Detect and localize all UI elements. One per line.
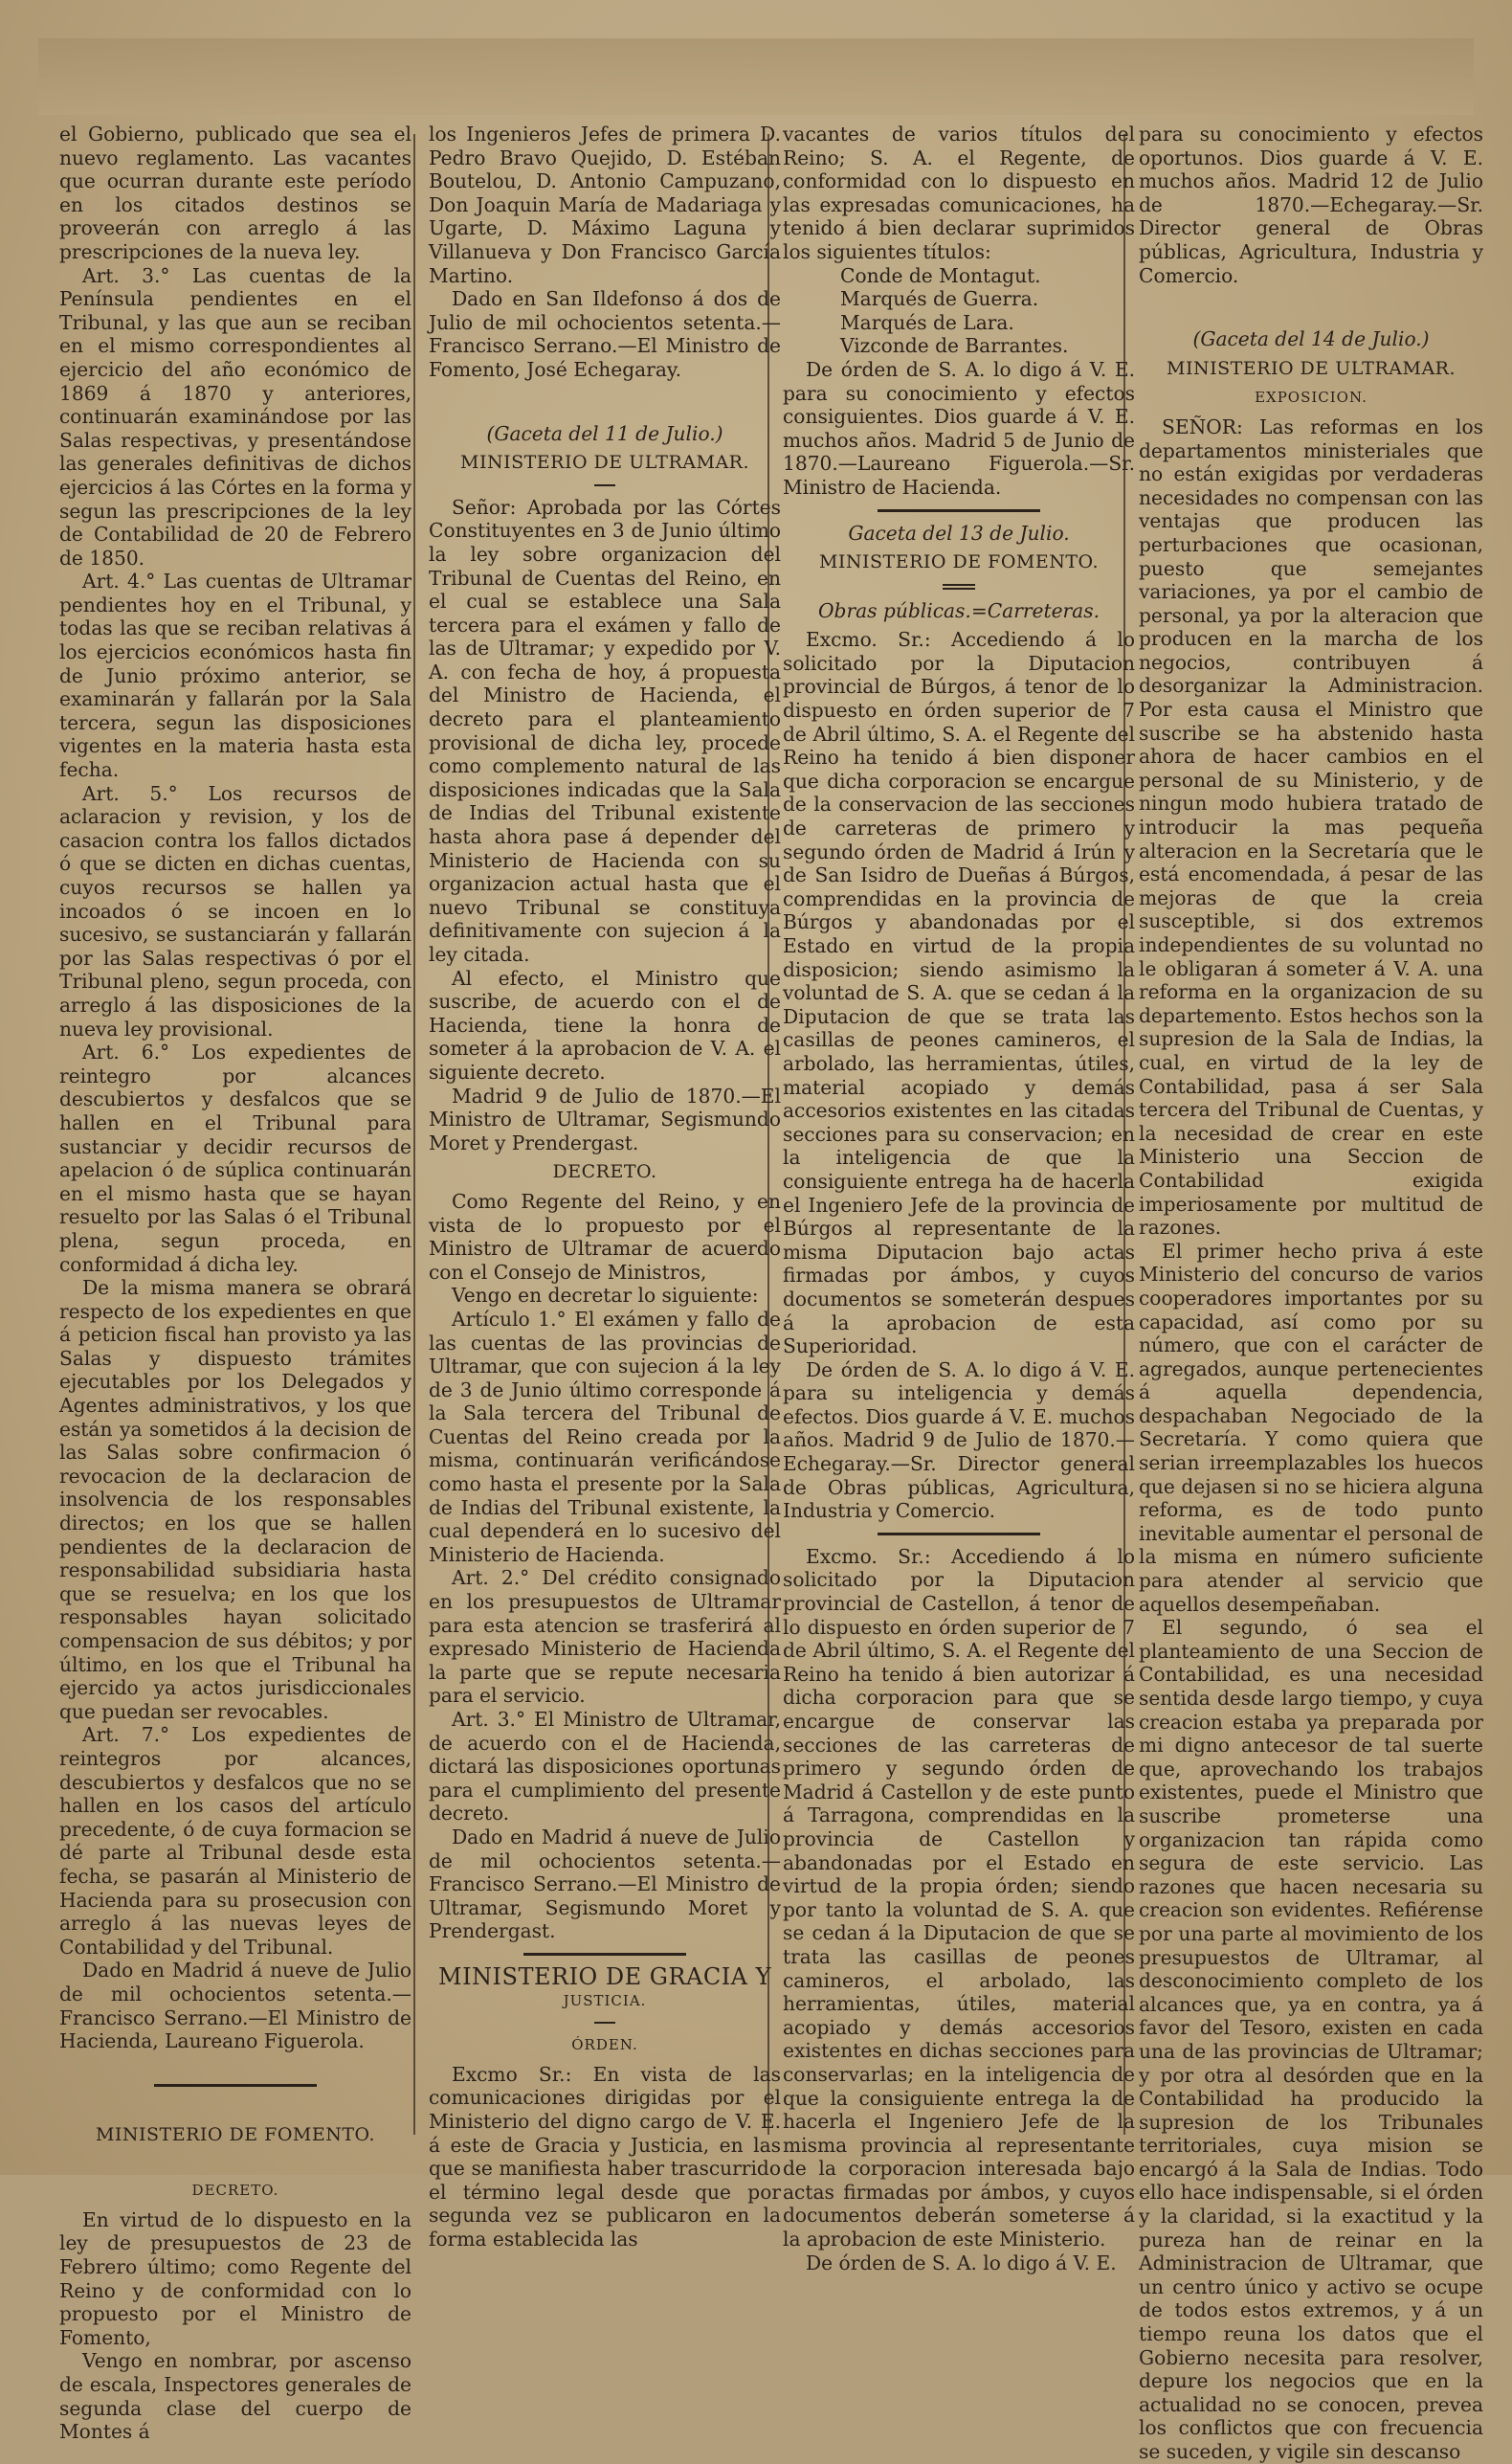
paragraph: Señor: Aprobada por las Córtes Constituyentes en 3 de Junio último la ley sobre organizacion del Tribunal de Cuentas del Reino, en el cual se establece una Sala tercera para el exámen y fallo de las de Ultramar; y expedido por V. A. con fecha de hoy, á propuesta del Ministro de Hacienda, el decreto para el planteamiento provisional de dicha ley, procede como complemento natural de las disposiciones indicadas que la Sala de Indias del Tribunal existente hasta ahora pase á depender del Ministerio de Hacienda con su organizacion actual hasta que el nuevo Tribunal se constituya definitivamente con sujecion á la ley citada. bbox=[429, 495, 781, 966]
paragraph: Art. 5.° Los recursos de aclaracion y revision, y los de casacion contra los fallos dictados ó que se dicten en dichas cuentas, cuyos recursos se hallen ya incoados ó se incoen en lo sucesivo, se sustanciarán y fallarán por las Salas respectivas ó por el Tribunal pleno, segun proceda, con arreglo á las disposiciones de la nueva ley provisional. bbox=[59, 781, 411, 1041]
section-divider bbox=[878, 1533, 1040, 1535]
paragraph: Dado en San Ildefonso á dos de Julio de mil ochocientos setenta.—Francisco Serrano.—El Ministro de Fomento, José Echegaray. bbox=[429, 287, 781, 381]
titles-list bbox=[783, 264, 1135, 358]
paragraph: Vengo en decretar lo siguiente: bbox=[452, 1284, 759, 1308]
section-heading: MINISTERIO DE FOMENTO. bbox=[95, 2123, 376, 2145]
paragraph: vacantes de varios títulos del Reino; S. A. el Regente, de conformidad con lo dispuesto en las expresadas comunicaciones, ha tenido á bien declarar suprimidos los siguientes títulos: bbox=[783, 123, 1135, 263]
paragraph: los Ingenieros Jefes de primera D. Pedro Bravo Quejido, D. Estéban Boutelou, D. Antonio Campuzano, Don Joaquin María de Madariaga y Ugarte, D. Máximo Laguna y Villanueva y Don Francisco García Martino. bbox=[429, 123, 781, 287]
page-top-margin bbox=[38, 38, 1474, 115]
paragraph: Art. 3.° El Ministro de Ultramar, de acuerdo con el de Hacienda, dictará las disposiciones oportunas para el cumplimiento del presente decreto. bbox=[429, 1708, 781, 1826]
subheading: DECRETO. bbox=[191, 2182, 279, 2200]
paragraph: el Gobierno, publicado que sea el nuevo reglamento. Las vacantes que ocurran durante este período en los citados destinos se proveerán con arreglo á las prescripciones de la nueva ley. bbox=[59, 123, 411, 263]
list-item: Marqués de Guerra. bbox=[840, 287, 1039, 311]
paragraph: Artículo 1.° El exámen y fallo de las cuentas de las provincias de Ultramar, que con sujecion á la ley de 3 de Junio último corresponde á la Sala tercera del Tribunal de Cuentas del Reino creada por la misma, continuarán verificándose como hasta el presente por la Sala de Indias del Tribunal existente, la cual dependerá en lo sucesivo del Ministerio de Hacienda. bbox=[429, 1307, 781, 1566]
subheading: DECRETO. bbox=[552, 1161, 657, 1183]
short-divider bbox=[594, 484, 615, 486]
paragraph: Vengo en nombrar, por ascenso de escala, Inspectores generales de segunda clase del cuerpo de Montes á bbox=[59, 2349, 411, 2444]
column-2 bbox=[429, 123, 781, 2251]
paragraph: De órden de S. A. lo digo á V. E. para su conocimiento y efectos consiguientes. Dios guarde á V. E. muchos años. Madrid 5 de Junio de 1870.—Laureano Figuerola.—Sr. Ministro de Hacienda. bbox=[783, 357, 1135, 499]
paragraph: Excmo. Sr.: Accediendo á lo solicitado por la Diputacion provincial de Castellon, á tenor de lo dispuesto en órden superior de 7 de Abril último, S. A. el Regente del Reino ha tenido á bien autorizar á dicha corporacion para que se encargue de conservar las secciones de las carreteras de primero y segundo órden de Madrid á Castellon y de este punto á Tarragona, comprendidas en la provincia de Castellon y abandonadas por el Estado en virtud de la propia órden; siendo por tanto la voluntad de S. A. que se cedan á la Diputacion de que se trata las casillas de peones camineros, el arbolado, las herramientas, útiles, material acopiado y demás accesorios existentes en dichas secciones para conservarlas; en la inteligencia de que la consiguiente entrega la de hacerla el Ingeniero Jefe de la misma provincia al representante de la corporacion interesada bajo actas firmadas por ámbos, y cuyos documentos deberán someterse á la aprobacion de este Ministerio. bbox=[783, 1544, 1135, 2251]
paragraph: Madrid 9 de Julio de 1870.—El Ministro de Ultramar, Segismundo Moret y Prendergast. bbox=[429, 1084, 781, 1154]
paragraph: De órden de S. A. lo digo á V. E. bbox=[806, 2251, 1117, 2274]
paragraph: Al efecto, el Ministro que suscribe, de acuerdo con el de Hacienda, tiene la honra de someter á la aprobacion de V. A. el siguiente decreto. bbox=[429, 966, 781, 1084]
double-divider bbox=[943, 584, 975, 590]
list-item: Conde de Montagut. bbox=[840, 263, 1041, 287]
paragraph: SEÑOR: Las reformas en los departamentos ministeriales que no están exigidas por verdaderas necesidades no compensan con las ventajas que producen las perturbaciones que ocasionan, puesto que semejantes variaciones, ya por el cambio de personal, ya por la alteracion que producen en la marcha de los negocios, contribuyen á desorganizar la Administracion. Por esta causa el Ministro que suscribe se ha abstenido hasta ahora de hacer cambios en el personal de su Ministerio, y de ningun modo hubiera tratado de introducir la mas pequeña alteracion en la Secretaría que le está encomendada, á pesar de las mejoras de que la creia susceptible, si dos extremos independientes de su voluntad no le obligaran á someter á V. A. una reforma en la organizacion de su departemento. Estos hechos son la supresion de la Sala de Indias, la cual, en virtud de la ley de Contabilidad, pasa á ser Sala tercera del Tribunal de Cuentas, y la necesidad de crear en este Ministerio una Seccion de Contabilidad exigida imperiosamente por multitud de razones. bbox=[1139, 414, 1483, 1240]
paragraph: Art. 6.° Los expedientes de reintegro por alcances descubiertos y desfalcos que se hallen en el Tribunal para sustanciar y decidir recursos de apelacion ó de súplica continuarán en el mismo hasta que se hayan resuelto por las Salas ó el Tribunal plena, segun proceda, en conformidad á dicha ley. bbox=[59, 1041, 411, 1276]
section-heading: MINISTERIO DE GRACIA Y bbox=[438, 1962, 771, 1990]
paragraph: Dado en Madrid á nueve de Julio de mil ochocientos setenta.—Francisco Serrano.—El Ministro de Ultramar, Segismundo Moret y Prendergast. bbox=[429, 1825, 781, 1943]
column-1 bbox=[59, 123, 411, 2444]
paragraph: para su conocimiento y efectos oportunos. Dios guarde á V. E. muchos años. Madrid 12 de Julio de 1870.—Echegaray.—Sr. Director general de Obras públicas, Agricultura, Industria y Comercio. bbox=[1139, 123, 1483, 287]
paragraph: De órden de S. A. lo digo á V. E. para su inteligencia y demás efectos. Dios guarde á V. E. muchos años. Madrid 9 de Julio de 1870.—Echegaray.—Sr. Director general de Obras públicas, Agricultura, Industria y Comercio. bbox=[783, 1357, 1135, 1523]
column-rule bbox=[413, 134, 415, 2135]
section-heading-cont: JUSTICIA. bbox=[563, 1991, 647, 2009]
list-item: Marqués de Lara. bbox=[840, 310, 1014, 334]
list-item: Vizconde de Barrantes. bbox=[840, 334, 1069, 358]
section-divider bbox=[154, 2084, 317, 2087]
subheading: EXPOSICION. bbox=[1255, 389, 1367, 407]
section-divider bbox=[523, 1953, 686, 1956]
paragraph: Dado en Madrid á nueve de Julio de mil ochocientos setenta.—Francisco Serrano.—El Ministro de Hacienda, Laureano Figuerola. bbox=[59, 1959, 411, 2053]
column-3 bbox=[783, 123, 1135, 2274]
paragraph: Art. 7.° Los expedientes de reintegros por alcances, descubiertos y desfalcos que no se hallen en los casos del artículo precedente, ó de cuya formacion se dé parte al Tribunal desde esta fecha, se pasarán al Ministerio de Hacienda para su prosecusion con arreglo á las nuevas leyes de Contabilidad y del Tribunal. bbox=[59, 1723, 411, 1959]
paragraph: El primer hecho priva á este Ministerio del concurso de varios cooperadores importantes por su capacidad, así como por su número, que con el carácter de agregados, aunque pertenecientes á aquella dependencia, despachaban Negociado de la Secretaría. Y como quiera que serian irreemplazables los huecos que dejasen si no se hiciera alguna reforma, es de todo punto inevitable aumentar el personal de la misma en número suficiente para atender al servicio que aquellos desempeñaban. bbox=[1139, 1239, 1483, 1616]
paragraph: Art. 3.° Las cuentas de la Península pendientes en el Tribunal, y las que aun se reciban en el mismo correspondientes al ejercicio del año económico de 1869 á 1870 y anteriores, continuarán examinándose por las Salas respectivas, y presentándose las generales definitivas de dichos ejercicios á las Córtes en la forma y segun las prescripciones de la ley de Contabilidad de 20 de Febrero de 1850. bbox=[59, 263, 411, 570]
paragraph: Excmo. Sr.: Accediendo á lo solicitado por la Diputacion provincial de Búrgos, á tenor de lo dispuesto en órden superior de 7 de Abril último, S. A. el Regente del Reino ha tenido á bien disponer que dicha corporacion se encargue de la conservacion de las secciones de carreteras de primero y segundo órden de Madrid á Irún y de San Isidro de Dueñas á Búrgos, comprendidas en la provincia de Búrgos y abandonadas por el Estado en virtud de la propia disposicion; siendo asimismo la voluntad de S. A. que se cedan á la Diputacion de que se trata las casillas de peones camineros, el arbolado, las herramientas, útiles, material acopiado y demás accesorios existentes en las citadas secciones para su conservacion; en la inteligencia de que la consiguiente entrega ha de hacerla el Ingeniero Jefe de la provincia de Búrgos al representante de la misma Diputacion bajo actas firmadas por ámbos, y cuyos documentos se someterán despues á la aprobacion de esta Superioridad. bbox=[783, 628, 1135, 1358]
section-heading: MINISTERIO DE ULTRAMAR. bbox=[1166, 357, 1456, 379]
paragraph: Art. 4.° Las cuentas de Ultramar pendientes hoy en el Tribunal, y todas las que se reciban relativas á los ejercicios económicos hasta fin de Junio próximo anterior, se examinarán y fallarán por la Sala tercera, segun las disposiciones vigentes en la materia hasta esta fecha. bbox=[59, 570, 411, 782]
subheading: Obras públicas.=Carreteras. bbox=[818, 598, 1100, 622]
paragraph: Como Regente del Reino, y en vista de lo propuesto por el Ministro de Ultramar de acuerdo con el Consejo de Ministros, bbox=[429, 1189, 781, 1284]
section-heading: MINISTERIO DE ULTRAMAR. bbox=[459, 452, 750, 474]
column-4 bbox=[1139, 123, 1483, 2463]
section-heading: MINISTERIO DE FOMENTO. bbox=[818, 551, 1100, 573]
paragraph: Excmo Sr.: En vista de las comunicaciones dirigidas por el Ministerio del digno cargo de V. E. á este de Gracia y Justicia, en las que se manifiesta haber trascurrido el término legal desde que por segunda vez se publicaron en la forma establecida las bbox=[429, 2062, 781, 2251]
paragraph: En virtud de lo dispuesto en la ley de presupuestos de 23 de Febrero último; como Regente del Reino y de conformidad con lo propuesto por el Ministro de Fomento, bbox=[59, 2207, 411, 2349]
paragraph: Art. 2.° Del crédito consignado en los presupuestos de Ultramar para esta atencion se trasferirá al expresado Ministerio de Hacienda la parte que se repute necesaria para el servicio. bbox=[429, 1566, 781, 1708]
section-divider bbox=[878, 509, 1040, 512]
gaceta-date: Gaceta del 13 de Julio. bbox=[848, 521, 1070, 545]
gaceta-date: (Gaceta del 14 de Julio.) bbox=[1192, 327, 1430, 351]
short-divider bbox=[594, 2022, 615, 2024]
gaceta-date: (Gaceta del 11 de Julio.) bbox=[486, 421, 723, 445]
subheading: ÓRDEN. bbox=[571, 2036, 638, 2054]
paragraph: El segundo, ó sea el planteamiento de una Seccion de Contabilidad, es una necesidad sentida desde largo tiempo, y cuya creacion estaba ya preparada por mi digno antecesor de tal suerte que, aprovechando los trabajos existentes, puede el Ministro que suscribe prometerse una organizacion tan rápida como segura de este servicio. Las razones que hacen necesaria su creacion son evidentes. Refiérense por una parte al movimiento de los presupuestos de Ultramar, al desconocimiento completo de los alcances que, ya en contra, ya á favor del Tesoro, existen en cada una de las provincias de Ultramar; y por otra al desórden que en la Contabilidad ha producido la supresion de los Tribunales territoriales, cuya mision se encargó á la Sala de Indias. Todo ello hace indispensable, si el órden y la claridad, si la exactitud y la pureza han de reinar en la Administracion de Ultramar, que un centro único y activo se ocupe de todos estos extremos, y á un tiempo reuna los datos que el Gobierno necesita para resolver, depure los negocios que en la actualidad no se conocen, prevea los conflictos que con frecuencia se suceden, y vigile sin descanso bbox=[1139, 1616, 1483, 2463]
paragraph: De la misma manera se obrará respecto de los expedientes en que á peticion fiscal han provisto ya las Salas y dispuesto trámites ejecutables por los Delegados y Agentes administrativos, y los que están ya sometidos á la decision de las Salas sobre confirmacion ó revocacion de la declaracion de insolvencia de los responsables directos; en los que se hallen pendientes de la declaracion de responsabilidad subsidiaria hasta que se resuelva; en los que los responsables hayan solicitado compensacion de sus débitos; y por último, en los que el Tribunal ha ejercido ya actos jurisdiccionales que puedan ser revocables. bbox=[59, 1276, 411, 1723]
